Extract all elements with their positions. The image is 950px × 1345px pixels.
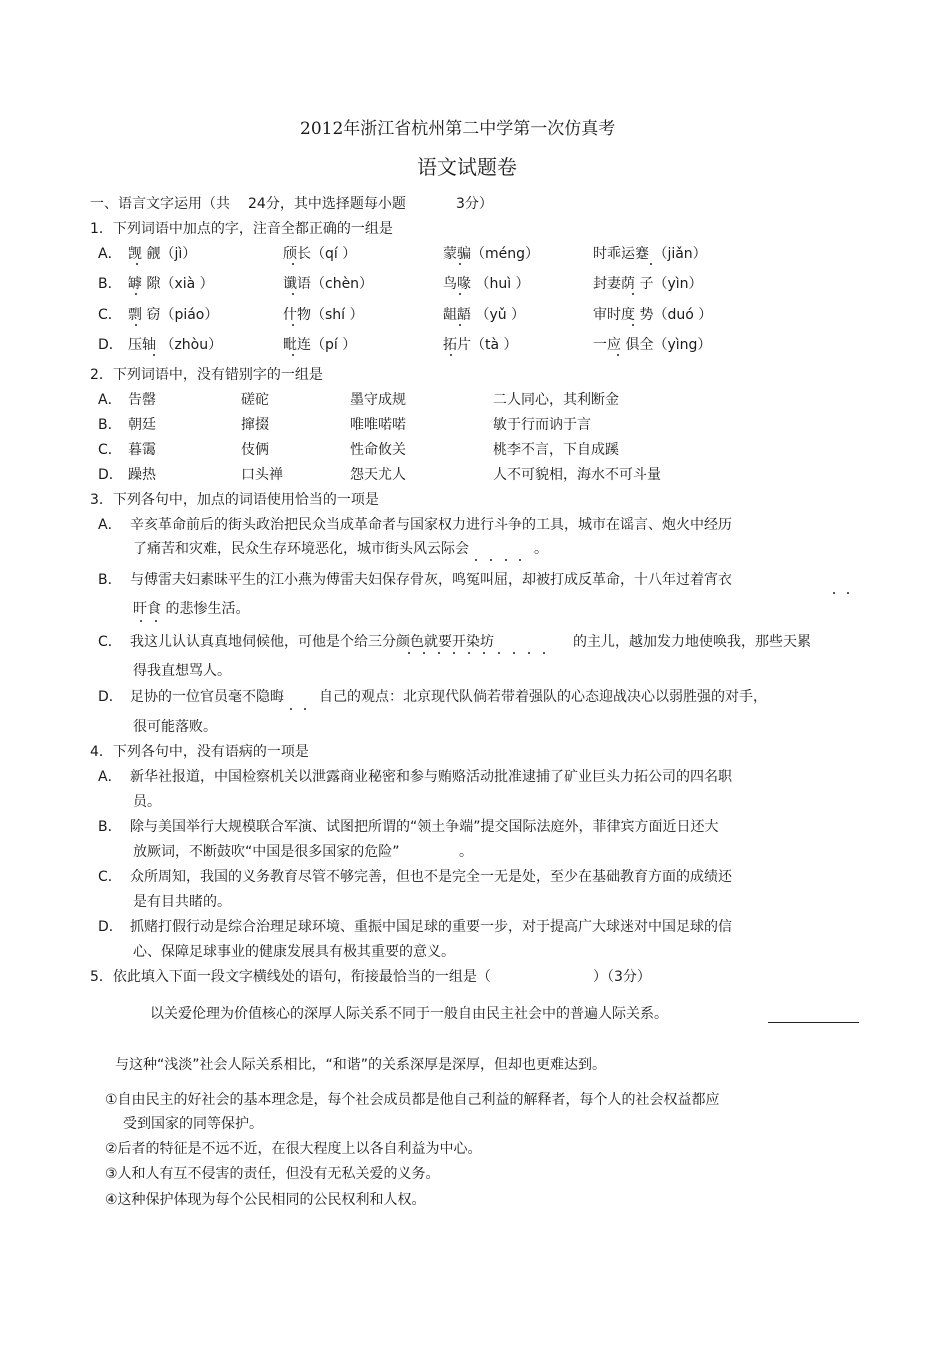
option-text: 我这儿认认真真地伺候他，可他是个给三分颜色就要开染坊 (130, 634, 494, 650)
option-word: 鸟喙 （huì ） (443, 276, 530, 292)
option-word: 唯唯喏喏 (350, 417, 406, 433)
choice-item: ③人和人有互不侵害的责任，但没有无私关爱的义务。 (105, 1166, 440, 1182)
option-text: 足协的一位官员毫不隐晦 (130, 689, 284, 705)
option-word: 二人同心，其利断金 (493, 392, 619, 408)
option-word: 敏于行而讷于言 (493, 417, 591, 433)
emphasis-dot (292, 354, 294, 356)
option-label: B． (98, 819, 122, 835)
choice-item: ④这种保护体现为每个公民相同的公民权利和人权。 (105, 1192, 426, 1208)
option-text: 辛亥革命前后的街头政治把民众当成革命者与国家权力进行斗争的工具，城市在谣言、炮火中经历 (130, 517, 732, 533)
emphasis-dot (490, 559, 492, 561)
emphasis-dot (453, 652, 455, 654)
question-stem: 2．下列词语中，没有错别字的一组是 (90, 367, 323, 383)
emphasis-dot (135, 324, 137, 326)
emphasis-dot (513, 652, 515, 654)
emphasis-dot (408, 652, 410, 654)
option-label: A． (98, 392, 122, 408)
option-text: 众所周知，我国的义务教育尽管不够完善，但也不是完全一无是处，至少在基础教育方面的成绩还 (130, 869, 732, 885)
emphasis-dot (632, 293, 634, 295)
emphasis-dot (833, 592, 835, 594)
emphasis-dot (632, 324, 634, 326)
option-word: 躁热 (128, 467, 156, 483)
option-word: 压轴 （zhòu） (128, 337, 223, 353)
emphasis-dot (153, 354, 155, 356)
option-word: 龃龉 （yǔ ） (443, 307, 526, 323)
option-word: 罅 隙（xià ） (128, 276, 214, 292)
emphasis-dot (528, 652, 530, 654)
question-stem: 4．下列各句中，没有语病的一项是 (90, 744, 309, 760)
option-text: 很可能落败。 (133, 719, 217, 735)
option-word: 一应 俱全（yìng） (593, 337, 712, 353)
option-word: 时乖运蹇 （jiǎn） (593, 246, 707, 262)
option-text: 。 (534, 541, 548, 557)
emphasis-dot (459, 263, 461, 265)
option-text: 抓赌打假行动是综合治理足球环境、重振中国足球的重要一步，对于提高广大球迷对中国足球的信 (130, 919, 732, 935)
option-text: 的主儿，越加发力地使唤我，那些天累 (573, 634, 811, 650)
exam-title: 2012年浙江省杭州第二中学第一次仿真考 (300, 119, 616, 139)
option-word: 伎俩 (241, 442, 269, 458)
option-word: 颀长（qí ） (283, 246, 357, 262)
option-text: 旰食 的悲惨生活。 (133, 601, 250, 617)
option-text: 放厥词，不断鼓吹“中国是很多国家的危险” (133, 844, 400, 860)
option-word: 人不可貌相，海水不可斗量 (493, 467, 661, 483)
option-label: D． (98, 919, 123, 935)
option-label: C． (98, 634, 122, 650)
emphasis-dot (290, 708, 292, 710)
option-word: 口头禅 (241, 467, 283, 483)
option-label: B． (98, 417, 122, 433)
option-label: B． (98, 276, 122, 292)
emphasis-dot (155, 620, 157, 622)
option-label: C． (98, 869, 122, 885)
emphasis-dot (483, 652, 485, 654)
section-heading-part: 一、语言文字运用（共 (90, 196, 230, 212)
option-word: 朝廷 (128, 417, 156, 433)
option-label: D． (98, 467, 123, 483)
option-text: 。 (459, 844, 473, 860)
option-word: 觊 觎（jì） (128, 246, 197, 262)
option-word: 桃李不言，下自成蹊 (493, 442, 619, 458)
emphasis-dot (498, 652, 500, 654)
option-word: 拓片（tà ） (443, 337, 518, 353)
section-heading-part: 3分） (456, 196, 493, 212)
option-text: 得我直想骂人。 (133, 663, 231, 679)
emphasis-dot (292, 293, 294, 295)
paper-subtitle: 语文试题卷 (417, 155, 517, 179)
option-label: D． (98, 337, 123, 353)
emphasis-dot (519, 559, 521, 561)
question-stem: 5．依此填入下面一段文字横线处的语句，衔接最恰当的一组是（ (90, 969, 491, 985)
question-score: ）（3分） (593, 969, 651, 985)
emphasis-dot (292, 324, 294, 326)
emphasis-dot (304, 708, 306, 710)
emphasis-dot (475, 559, 477, 561)
option-word: 什物（shí ） (283, 307, 364, 323)
option-word: 审时度 势（duó ） (593, 307, 713, 323)
option-word: 墨守成规 (350, 392, 406, 408)
option-text: 自己的观点：北京现代队倘若带着强队的心态迎战决心以弱胜强的对手， (319, 689, 767, 705)
emphasis-dot (650, 263, 652, 265)
emphasis-dot (135, 293, 137, 295)
emphasis-dot (423, 652, 425, 654)
option-label: C． (98, 442, 122, 458)
emphasis-dot (459, 293, 461, 295)
option-word: 剽 窃（piáo） (128, 307, 219, 323)
emphasis-dot (617, 354, 619, 356)
emphasis-dot (847, 592, 849, 594)
option-word: 怨天尤人 (350, 467, 406, 483)
choice-item: ①自由民主的好社会的基本理念是，每个社会成员都是他自己利益的解释者，每个人的社会权益都应 (105, 1092, 720, 1108)
question-stem: 3．下列各句中，加点的词语使用恰当的一项是 (90, 492, 379, 508)
option-text: 员。 (133, 794, 161, 810)
option-word: 撺掇 (241, 417, 269, 433)
option-text: 了痛苦和灾难，民众生存环境恶化，城市街头风云际会 (133, 541, 469, 557)
emphasis-dot (450, 354, 452, 356)
option-label: B． (98, 572, 122, 588)
option-text: 是有目共睹的。 (133, 894, 231, 910)
section-heading-part: 24分，其中选择题每小题 (248, 196, 406, 212)
option-text: 与傅雷夫妇素昧平生的江小燕为傅雷夫妇保存骨灰，鸣冤叫屈，却被打成反革命，十八年过着宵衣 (130, 572, 732, 588)
option-label: A． (98, 769, 122, 785)
option-text: 心、保障足球事业的健康发展具有极其重要的意义。 (133, 944, 455, 960)
option-word: 告罄 (128, 392, 156, 408)
choice-item: ②后者的特征是不远不近，在很大程度上以各自利益为中心。 (105, 1141, 482, 1157)
emphasis-dot (543, 652, 545, 654)
emphasis-dot (136, 263, 138, 265)
option-word: 谶语（chèn） (283, 276, 374, 292)
option-word: 暮霭 (128, 442, 156, 458)
emphasis-dot (505, 559, 507, 561)
option-label: D． (98, 689, 123, 705)
emphasis-dot (438, 652, 440, 654)
option-word: 封妻荫 子（yìn） (593, 276, 703, 292)
emphasis-dot (459, 324, 461, 326)
option-word: 毗连（pí ） (283, 337, 357, 353)
fill-blank-line (768, 1022, 859, 1023)
option-word: 磋砣 (241, 392, 269, 408)
option-word: 性命攸关 (350, 442, 406, 458)
option-text: 新华社报道，中国检察机关以泄露商业秘密和参与贿赂活动批准逮捕了矿业巨头力拓公司的四名职 (130, 769, 732, 785)
emphasis-dot (292, 263, 294, 265)
emphasis-dot (468, 652, 470, 654)
passage-line: 以关爱伦理为价值核心的深厚人际关系不同于一般自由民主社会中的普遍人际关系。 (150, 1006, 668, 1022)
option-label: A． (98, 517, 122, 533)
passage-line: 与这种“浅淡”社会人际关系相比，“和谐”的关系深厚是深厚，但却也更难达到。 (115, 1057, 607, 1073)
option-label: A． (98, 246, 122, 262)
question-stem: 1．下列词语中加点的字，注音全都正确的一组是 (90, 221, 393, 237)
option-label: C． (98, 307, 122, 323)
option-text: 除与美国举行大规模联合军演、试图把所谓的“领土争端”提交国际法庭外，菲律宾方面近日还大 (130, 819, 719, 835)
emphasis-dot (140, 620, 142, 622)
choice-item: 受到国家的同等保护。 (123, 1116, 263, 1132)
option-word: 蒙骗（méng） (443, 246, 540, 262)
